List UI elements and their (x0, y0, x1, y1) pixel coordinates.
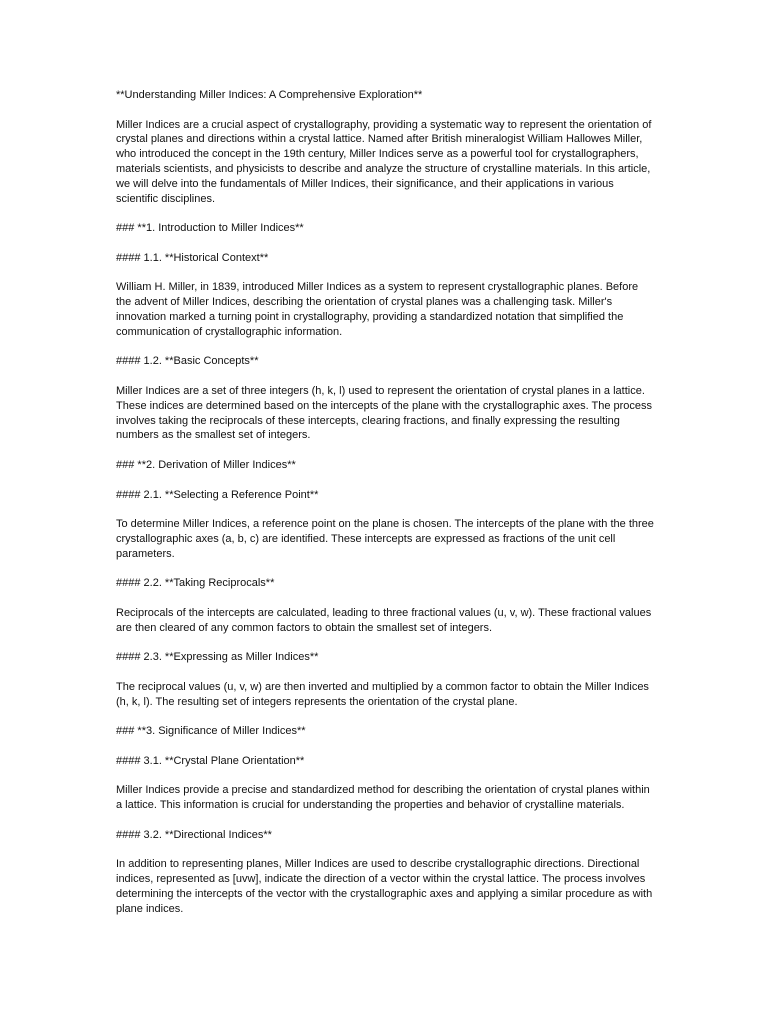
subsection-2-1-heading: #### 2.1. **Selecting a Reference Point** (116, 488, 319, 501)
section-1-heading: ### **1. Introduction to Miller Indices** (116, 222, 304, 235)
section-3-heading: ### **3. Significance of Miller Indices** (116, 725, 306, 738)
document-body (116, 88, 656, 931)
subsection-1-1-heading: #### 1.1. **Historical Context** (116, 251, 269, 264)
subsection-2-2-heading: #### 2.2. **Taking Reciprocals** (116, 577, 275, 590)
document-title: **Understanding Miller Indices: A Comprehensive Exploration** (116, 89, 423, 101)
subsection-2-3-heading: #### 2.3. **Expressing as Miller Indices** (116, 651, 319, 664)
plane-orientation-paragraph: Miller Indices provide a precise and standardized method for describing the orientation of crystal planes within a lattice. This information is crucial for understanding the properties and behavior of crystalline materials. (116, 784, 650, 812)
subsection-3-2-heading: #### 3.2. **Directional Indices** (116, 828, 272, 841)
reciprocals-paragraph: Reciprocals of the intercepts are calculated, leading to three fractional values (u, v, w). These fractional values are then cleared of any common factors to obtain the smallest set of integers. (116, 606, 652, 634)
section-2-heading: ### **2. Derivation of Miller Indices** (116, 458, 296, 471)
subsection-3-1-heading: #### 3.1. **Crystal Plane Orientation** (116, 754, 305, 767)
directional-indices-paragraph: In addition to representing planes, Miller Indices are used to describe crystallographic directions. Directional indices, represented as [uvw], indicate the direction of a vector within the crystal lattice. The process involves determining the intercepts of the vector with the crystallographic axes and applying a similar procedure as with plane indices. (116, 858, 653, 915)
historical-context-paragraph: William H. Miller, in 1839, introduced Miller Indices as a system to represent crystallographic planes. Before the advent of Miller Indices, describing the orientation of crystal planes was a challenging task. Miller's innovation marked a turning point in crystallography, providing a standardized notation that simplified the communication of crystallographic information. (116, 281, 639, 338)
subsection-1-2-heading: #### 1.2. **Basic Concepts** (116, 355, 259, 368)
intro-paragraph: Miller Indices are a crucial aspect of crystallography, providing a systematic way to represent the orientation of crystal planes and directions within a crystal lattice. Named after British mineralogist William Hallowes Miller, who introduced the concept in the 19th century, Miller Indices serve as a powerful tool for crystallographers, materials scientists, and physicists to describe and analyze the structure of crystalline materials. In this article, we will delve into the fundamentals of Miller Indices, their significance, and their applications in various scientific disciplines. (116, 118, 652, 205)
reference-point-paragraph: To determine Miller Indices, a reference point on the plane is chosen. The intercepts of the plane with the three crystallographic axes (a, b, c) are identified. These intercepts are expressed as fractions of the unit cell parameters. (116, 518, 654, 560)
basic-concepts-paragraph: Miller Indices are a set of three integers (h, k, l) used to represent the orientation of crystal planes in a lattice. These indices are determined based on the intercepts of the plane with the crystallographic axes. The process involves taking the reciprocals of these intercepts, clearing fractions, and finally expressing the resulting numbers as the smallest set of integers. (116, 384, 653, 442)
expressing-indices-paragraph: The reciprocal values (u, v, w) are then inverted and multiplied by a common factor to obtain the Miller Indices (h, k, l). The resulting set of integers represents the orientation of the crystal plane. (116, 680, 649, 708)
